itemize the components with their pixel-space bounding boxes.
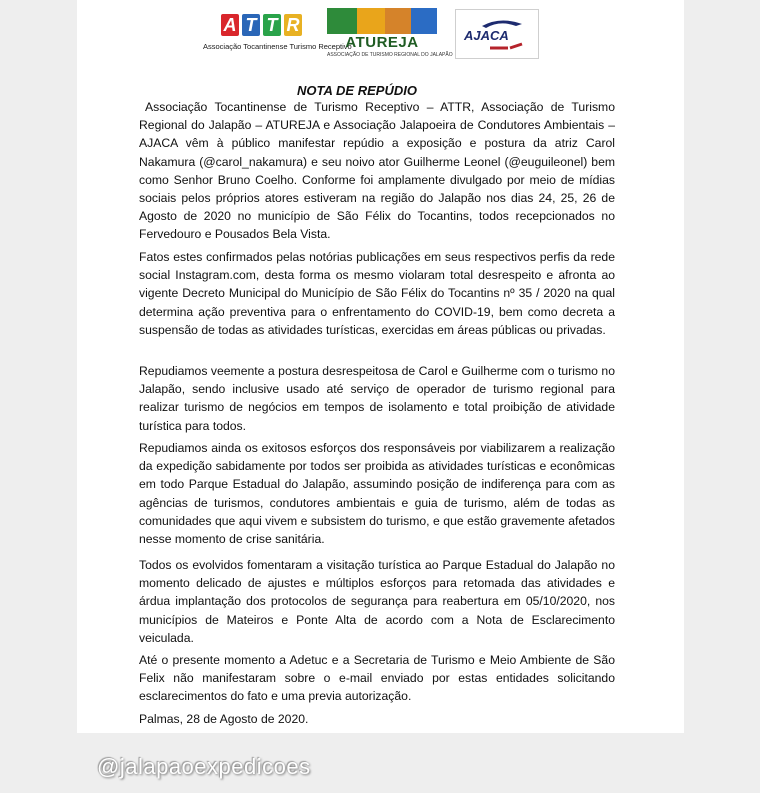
- atureja-logo-emblem: [327, 8, 437, 34]
- attr-letter: A: [221, 14, 239, 36]
- atureja-logo-caption: ASSOCIAÇÃO DE TURISMO REGIONAL DO JALAPÃO: [327, 52, 453, 58]
- paragraph: Repudiamos veemente a postura desrespeitosa de Carol e Guilherme com o turismo no Jalapão, sendo inclusive usado até serviço de operador de turismo regional para realizar turismo de negócios em tempos de isolamento e total proibição de atividade turística para todos.: [139, 364, 615, 433]
- ajaca-logo: [455, 9, 539, 59]
- paragraph: Associação Tocantinense de Turismo Receptivo – ATTR, Associação de Turismo Regional do Jalapão – ATUREJA e Associação Jalapoeira de Condutores Ambientais – AJACA vêm à público manifestar repúdio a exposição e postura da atriz Carol Nakamura (@carol_nakamura) e seu noivo ator Guilherme Leonel (@euguileonel) bem como Senhor Bruno Coelho. Conforme foi amplamente divulgado por meio de mídias sociais pelos próprios atores estiveram na região do Jalapão nos dias 24, 25, 26 de Agosto de 2020 no município de São Félix do Tocantins, todos recepcionados no Fervedouro e Pousados Bela Vista.: [139, 100, 615, 242]
- logo-header: [77, 4, 684, 60]
- watermark: @jalapaoexpedicoes: [97, 754, 311, 779]
- paragraph: Repudiamos ainda os exitosos esforços dos responsáveis por viabilizarem a realização da expedição sabidamente por todos ser proibida as atividades turísticas e econômicas em todo Parque Estadual do Jalapão, assumindo posição de indiferença para com as agências de turismos, condutores ambientais e guia de turismo, além de todas as comunidades que aqui vivem e subsistem do turismo, e que estão gravemente afetados nesse momento de crise sanitária.: [139, 441, 615, 547]
- ajaca-logo-name: AJACA: [464, 28, 509, 43]
- closing-date: Palmas, 28 de Agosto de 2020.: [139, 712, 309, 726]
- attr-logo: [203, 12, 352, 60]
- paragraph: Todos os evolvidos fomentaram a visitação turística ao Parque Estadual do Jalapão no momento delicado de ajustes e múltiplos esforços para retomada das atividades e árdua implantação dos protocolos de segurança para reabertura em 05/10/2020, nos municípios de Mateiros e Ponte Alta de acordo com a Nota de Esclarecimento veiculada.: [139, 558, 615, 645]
- attr-logo-letters: [221, 14, 302, 36]
- attr-letter: T: [242, 14, 260, 36]
- paragraph: Até o presente momento a Adetuc e a Secretaria de Turismo e Meio Ambiente de São Felix não manifestaram sobre o e-mail enviado por estas entidades solicitando esclarecimentos do fato e uma previa autorização.: [139, 653, 615, 704]
- attr-letter: R: [284, 14, 302, 36]
- attr-letter: T: [263, 14, 281, 36]
- paragraph: Fatos estes confirmados pelas notórias publicações em seus respectivos perfis da rede social Instagram.com, desta forma os mesmo violaram total desrespeito e afronta ao vigente Decreto Municipal do Município de São Félix do Tocantins nº 35 / 2020 na qual determina ação preventiva para o enfrentamento do COVID-19, bem como decreta a suspensão de todas as atividades turísticas, exercidas em áreas públicas ou privadas.: [139, 250, 615, 337]
- atureja-logo: [327, 8, 453, 60]
- atureja-logo-name: ATUREJA: [345, 34, 419, 51]
- attr-logo-caption: Associação Tocantinense Turismo Receptivo: [203, 42, 352, 51]
- page-title: NOTA DE REPÚDIO: [297, 83, 417, 98]
- document-page: [77, 0, 684, 733]
